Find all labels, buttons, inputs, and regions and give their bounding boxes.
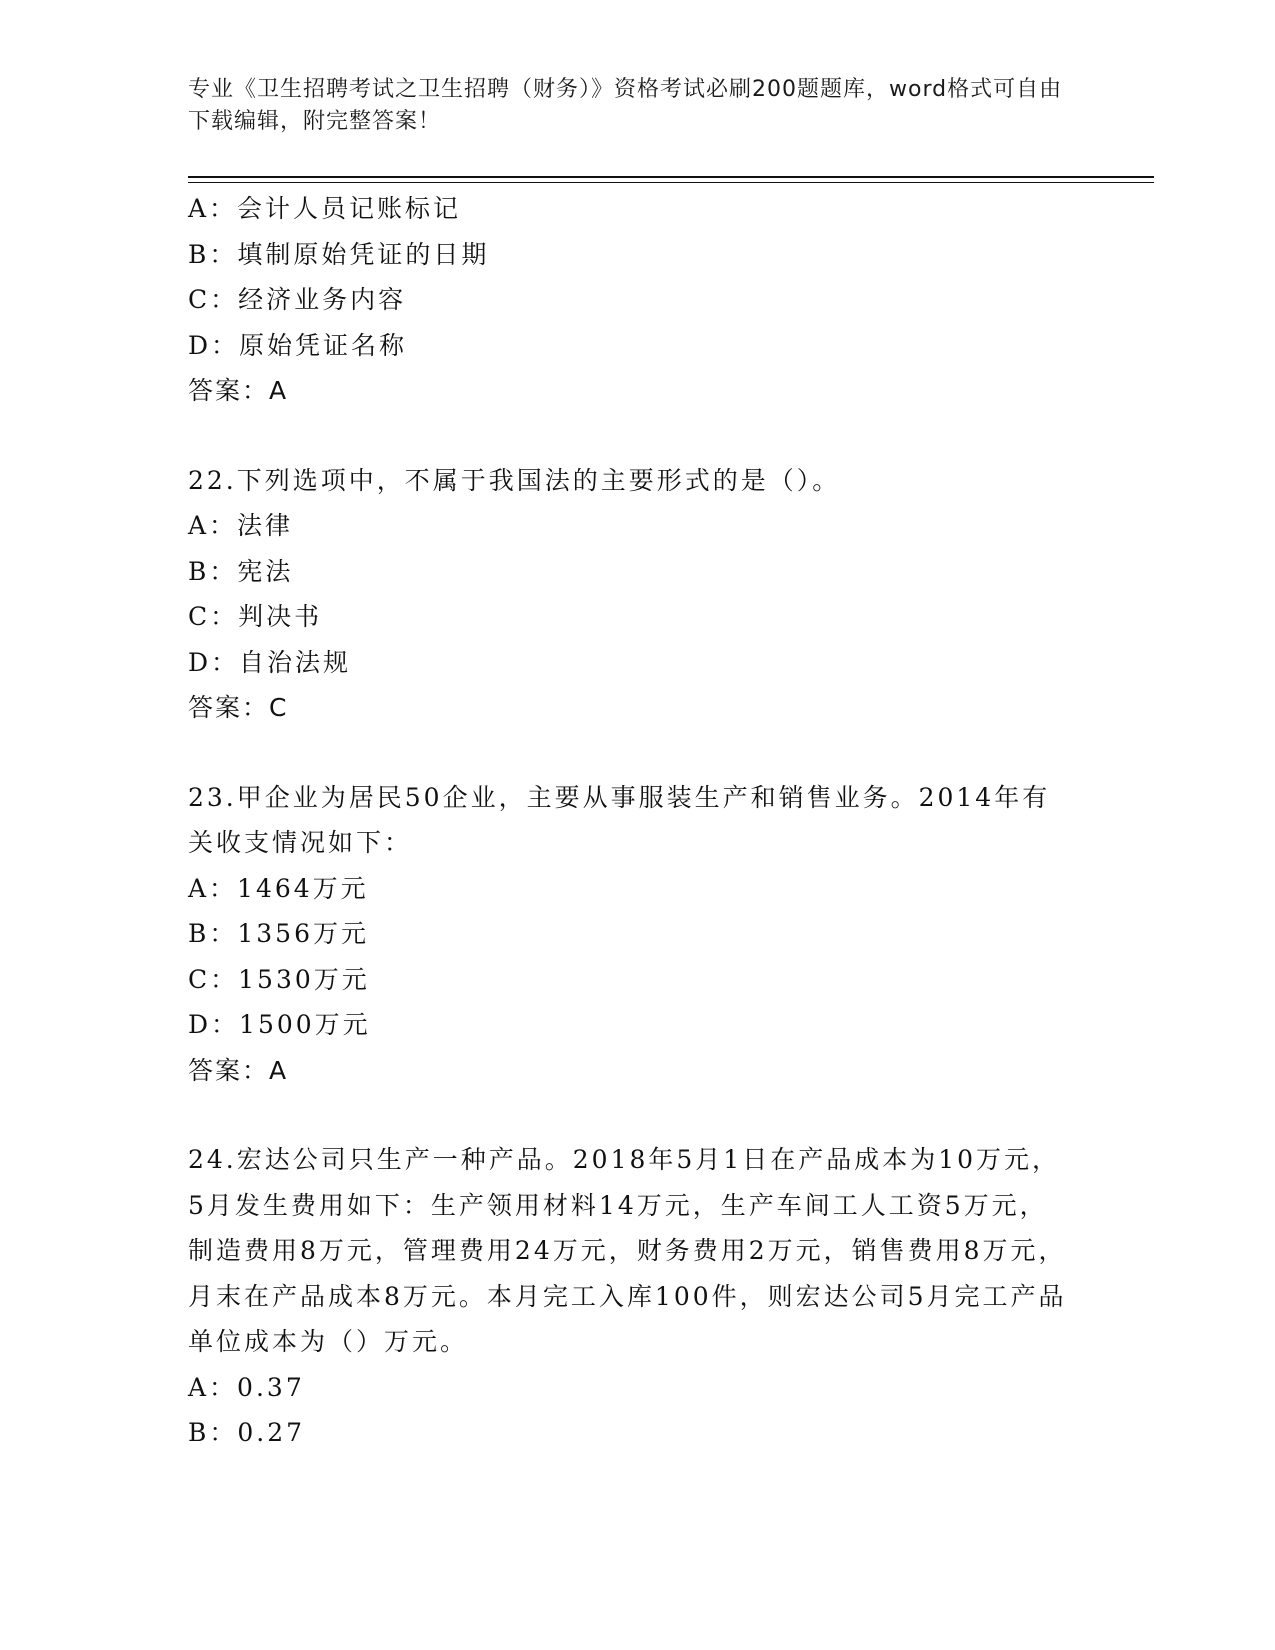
question-text: 24.宏达公司只生产一种产品。2018年5月1日在产品成本为10万元，5月发生费用如下：生产领用材料14万元，生产车间工人工资5万元，制造费用8万元，管理费用24万元，财务费用2万元，销售费用8万元，月末在产品成本8万元。本月完工入库100件，则宏达公司5月完工产品单位成本为（）万元。 [188, 1145, 1067, 1356]
document-header: 专业《卫生招聘考试之卫生招聘（财务）》资格考试必刷200题题库，word格式可自由下载编辑，附完整答案！ [188, 77, 1063, 134]
question-block [188, 775, 1068, 1094]
option-b: B：0.27 [188, 1418, 306, 1447]
option-c: C：1530万元 [188, 964, 370, 994]
spacer [188, 1093, 1068, 1137]
option-a: A：0.37 [188, 1372, 305, 1402]
question-block [188, 1137, 1068, 1456]
spacer [188, 731, 1068, 775]
question-block [188, 186, 1068, 414]
answer-line: 答案：A [188, 376, 289, 405]
question-block [188, 458, 1068, 731]
question-text: 22.下列选项中，不属于我国法的主要形式的是（）。 [188, 465, 841, 495]
option-b: B：1356万元 [188, 919, 369, 948]
answer-line: 答案：A [188, 1055, 289, 1085]
option-b: B：宪法 [188, 556, 294, 586]
option-a: A：法律 [188, 511, 294, 540]
question-list [188, 186, 1068, 1456]
option-a: A：1464万元 [188, 873, 369, 903]
answer-line: 答案：C [188, 693, 289, 722]
question-text: 23.甲企业为居民50企业，主要从事服装生产和销售业务。2014年有关收支情况如下： [188, 782, 1051, 857]
option-a: A：会计人员记账标记 [188, 194, 462, 223]
header-divider [188, 176, 1154, 178]
header-divider-thin [188, 182, 1154, 183]
option-d: D：自治法规 [188, 647, 352, 677]
option-c: C：判决书 [188, 602, 323, 631]
option-b: B：填制原始凭证的日期 [188, 239, 490, 269]
option-c: C：经济业务内容 [188, 285, 407, 314]
option-d: D：原始凭证名称 [188, 330, 408, 360]
option-d: D：1500万元 [188, 1010, 371, 1039]
spacer [188, 414, 1068, 458]
